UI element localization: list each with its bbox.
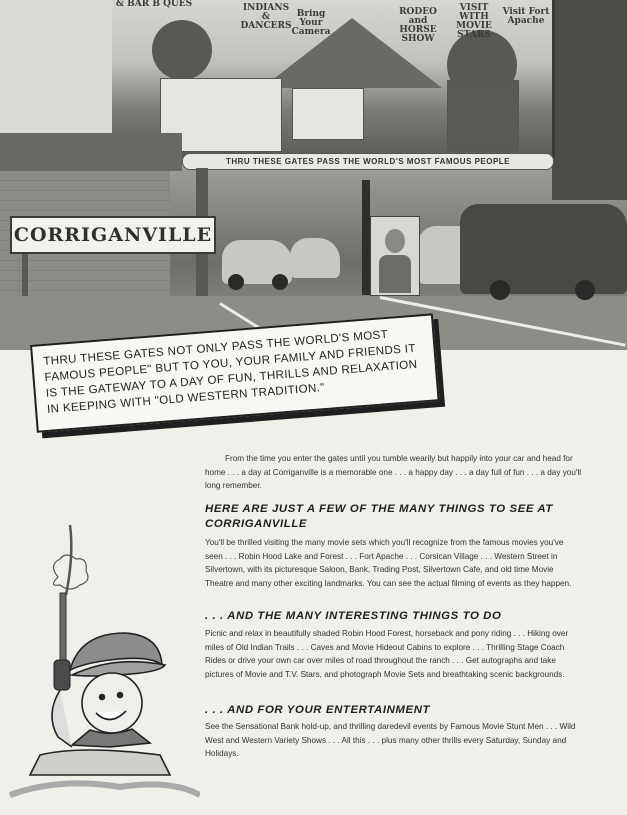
entrance-photo (0, 0, 627, 350)
billboard-tree (152, 20, 212, 80)
gate-banner: THRU THESE GATES PASS THE WORLD'S MOST FAMOUS PEOPLE (182, 153, 554, 170)
section-body-do: Picnic and relax in beautifully shaded Robin Hood Forest, horseback and pony riding . . . Hiking over miles of Old Indian Trails . . . Caves and Movie Hideout Cabins to explore . . . Thrilling Stage Coach Rides or drive your own car over miles of road throughout the ranch . . . Get autographs and take pictures of Movie and T.V. Stars, and photograph Movie Sets and breathtaking scenic backgrounds. (205, 629, 569, 679)
trees (552, 0, 627, 200)
sky (0, 0, 118, 140)
cowboy-illustration (0, 515, 200, 815)
gun-smoke-icon (53, 525, 88, 595)
car-wheel (272, 274, 288, 290)
section-heading-do: . . . AND THE MANY INTERESTING THINGS TO DO (205, 610, 502, 622)
billboard-text-camera: Bring Your Camera (291, 9, 331, 37)
poster-face (385, 229, 405, 253)
section-heading-see: HERE ARE JUST A FEW OF THE MANY THINGS TO SEE AT CORRIGANVILLE (205, 503, 553, 530)
billboard-text-rodeo: RODEO and HORSE SHOW (399, 7, 437, 44)
car-wheel (228, 274, 244, 290)
parked-car (222, 240, 292, 284)
ground-sketch (10, 783, 200, 795)
building-roof (0, 133, 182, 171)
poster-body (379, 255, 411, 293)
car-wheel (490, 280, 510, 300)
cowboy-poster (370, 216, 420, 296)
billboard-text-indians: INDIANS & DANCERS (240, 3, 292, 31)
revolver-icon (54, 593, 70, 690)
billboard-text-fort-apache: Visit Fort Apache (502, 7, 550, 26)
billboard-building (292, 88, 364, 140)
section-heading-entertainment: . . . AND FOR YOUR ENTERTAINMENT (205, 704, 431, 716)
parked-car (460, 204, 627, 294)
corriganville-sign: CORRIGANVILLE (10, 216, 216, 254)
section-body-entertainment: See the Sensational Bank hold-up, and thrilling daredevil events by Famous Movie Stunt Men . . . Wild West and Western Variety Shows . . . All this . . . plus many other thrills every Saturday, Sunday and Holidays. (205, 722, 576, 759)
gate-post (362, 180, 370, 295)
billboard-text-movie-stars: VISIT WITH MOVIE STARS (456, 3, 492, 40)
section-body-see: You'll be thrilled visiting the many movie sets which you'll recognize from the famous movies you've seen . . . Robin Hood Lake and Forest . . . Fort Apache . . . Corsican Village . . . Western Street in Silvertown, with its picturesque Saloon, Bank, Trading Post, Silvertown Cafe, and old time Movie Theatre and many other exciting landmarks. You can see the actual filming of events as they happen. (205, 538, 572, 588)
billboard-fort (447, 80, 519, 152)
quote-text: THRU THESE GATES NOT ONLY PASS THE WORLD'S MOST FAMOUS PEOPLE" BUT TO YOU, YOUR FAMILY AND FRIENDS IT IS THE GATEWAY TO A DAY OF FUN, THRILLS AND RELAXATION IN KEEPING WITH "OLD WESTERN TRADITION." (42, 327, 418, 416)
parked-car (290, 238, 340, 278)
intro-paragraph: From the time you enter the gates until you tumble wearily but happily into your car and head for home . . . a day at Corriganville is a memorable one . . . a happy day . . . a day full of fun . . . a day you'll long remember. (205, 454, 582, 491)
cowboy-boy-icon (30, 633, 170, 775)
billboard-text-barbques: & BAR B QUES (115, 0, 193, 9)
sign-post (22, 250, 28, 296)
car-wheel (575, 280, 595, 300)
